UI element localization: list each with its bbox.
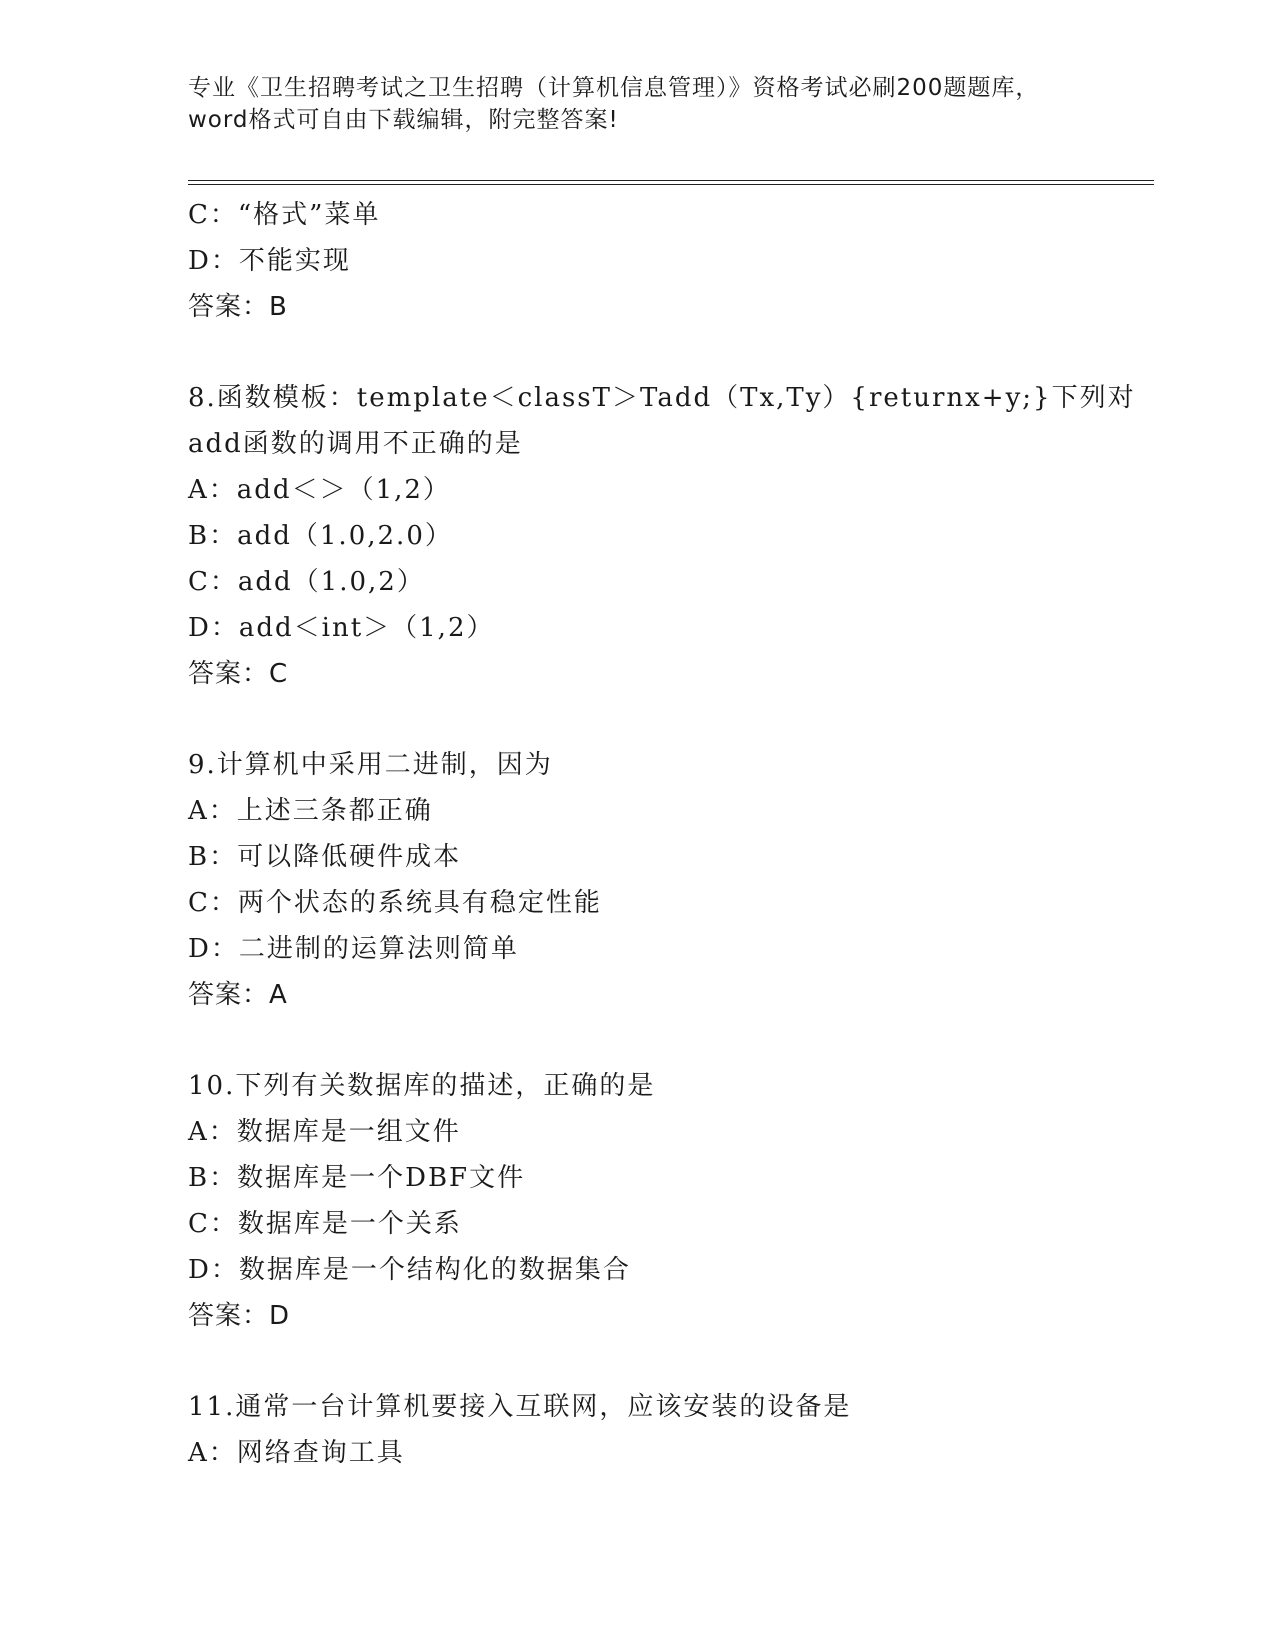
option-d: D：add＜int＞（1,2） [188,613,495,643]
option-d: D：二进制的运算法则简单 [188,934,519,964]
option-a: A：数据库是一组文件 [188,1117,461,1147]
question-stem: 10.下列有关数据库的描述，正确的是 [188,1071,656,1101]
page-header [188,72,1088,136]
header-divider [188,180,1154,185]
option-d: D：不能实现 [188,246,351,276]
option-b: B：数据库是一个DBF文件 [188,1163,526,1193]
question-list [188,192,1148,1476]
question-stem: 9.计算机中采用二进制，因为 [188,750,553,780]
question-stem: add函数的调用不正确的是 [188,429,523,459]
option-c: C：数据库是一个关系 [188,1209,462,1239]
option-a: A：网络查询工具 [188,1438,405,1468]
question-10 [188,1063,1148,1339]
option-c: C：add（1.0,2） [188,567,425,597]
question-8 [188,375,1148,697]
answer: 答案：D [188,1301,291,1331]
option-a: A：add＜＞（1,2） [188,475,451,505]
option-b: B：add（1.0,2.0） [188,521,453,551]
question-9 [188,742,1148,1018]
option-d: D：数据库是一个结构化的数据集合 [188,1255,631,1285]
question-stem: 8.函数模板：template＜classT＞Tadd（Tx,Ty）{returnx+y;}下列对 [188,383,1136,413]
answer: 答案：B [188,292,288,322]
option-a: A：上述三条都正确 [188,796,433,826]
question-7-tail [188,192,1148,330]
header-line-1: 专业《卫生招聘考试之卫生招聘（计算机信息管理）》资格考试必刷200题题库， [188,75,1040,101]
option-c: C：两个状态的系统具有稳定性能 [188,888,602,918]
option-b: B：可以降低硬件成本 [188,842,462,872]
question-stem: 11.通常一台计算机要接入互联网，应该安装的设备是 [188,1392,852,1422]
answer: 答案：C [188,659,289,689]
header-line-2: word格式可自由下载编辑，附完整答案! [188,107,619,133]
answer: 答案：A [188,980,288,1010]
question-11 [188,1384,1148,1476]
option-c: C：“格式”菜单 [188,200,381,230]
